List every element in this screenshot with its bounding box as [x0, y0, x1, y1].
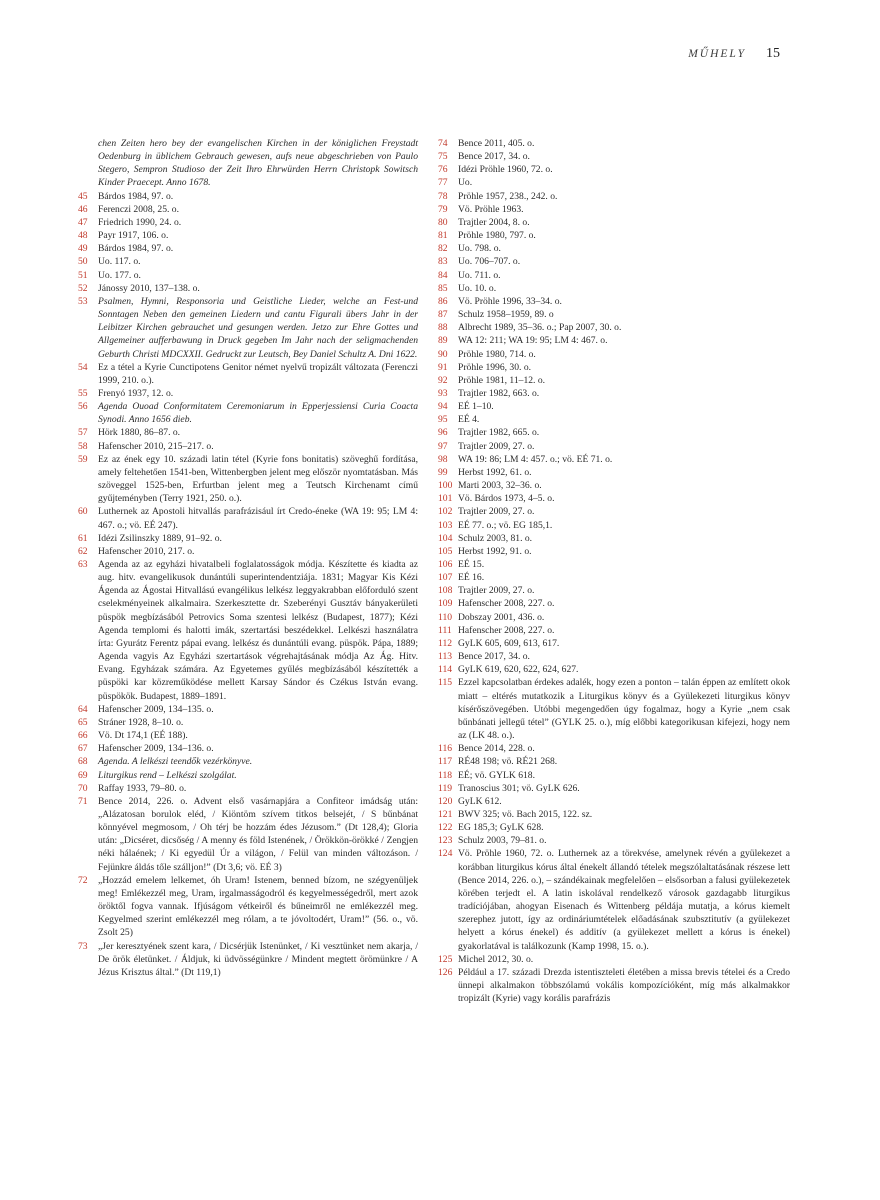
- endnote-number: 126: [438, 966, 453, 978]
- endnote-number: 91: [438, 361, 448, 373]
- endnote-number: 75: [438, 151, 448, 163]
- endnote-text: WA 19: 86; LM 4: 457. o.; vö. EÉ 71. o.: [458, 453, 613, 465]
- endnote-text: „Hozzád emelem lelkemet, óh Uram! Istenem, benned bízom, ne szégyenüljek meg! Emlékezzél meg, Uram, irgalmasságodról és kegyelmességedről, mert azok öröktől fogva vannak. Ifjúságom vétkeiről és bűneimről ne emlékezzél meg. Kegyelmed szerint emlékezzél meg rólam, a te jóvoltodért, Uram!” (56. o., vö. Zsolt 25): [98, 874, 418, 939]
- endnote-number: 107: [438, 572, 453, 584]
- endnote-text: Vö. Pröhle 1963.: [458, 203, 524, 215]
- endnote-number: 67: [78, 743, 88, 755]
- endnote-number: 85: [438, 282, 448, 294]
- endnote: [78, 755, 418, 768]
- endnote: [438, 334, 790, 347]
- endnote-text: Idézi Zsilinszky 1889, 91–92. o.: [98, 532, 222, 544]
- endnote-text: Michel 2012, 30. o.: [458, 953, 534, 965]
- endnote-text: Vö. Bárdos 1973, 4–5. o.: [458, 493, 555, 505]
- endnote: [438, 558, 790, 571]
- endnote: [438, 637, 790, 650]
- endnote: [78, 729, 418, 742]
- endnote-text: Pröhle 1996, 30. o.: [458, 361, 532, 373]
- endnote-text: EÉ 4.: [458, 414, 480, 426]
- endnote-text: Uo. 798. o.: [458, 243, 501, 255]
- endnote: [438, 400, 790, 413]
- endnote-number: 86: [438, 295, 448, 307]
- endnote: [438, 624, 790, 637]
- endnote: [438, 769, 790, 782]
- endnote-number: 96: [438, 427, 448, 439]
- endnote: [78, 532, 418, 545]
- endnote-text: Agenda. A lelkészi teendők vezérkönyve.: [98, 756, 253, 768]
- endnote-text: GyLK 619, 620, 622, 624, 627.: [458, 664, 579, 676]
- endnote-number: 101: [438, 493, 453, 505]
- left-notes-column: [78, 137, 418, 979]
- endnote: [438, 492, 790, 505]
- endnote: [438, 532, 790, 545]
- endnote-text: Tranoscius 301; vö. GyLK 626.: [458, 782, 580, 794]
- endnote: [78, 558, 418, 703]
- endnote: [438, 571, 790, 584]
- endnote-number: 106: [438, 559, 453, 570]
- endnote-number: 121: [438, 808, 453, 820]
- endnote-number: 122: [438, 822, 453, 834]
- endnote: [438, 176, 790, 189]
- endnote-text: Idézi Pröhle 1960, 72. o.: [458, 164, 553, 176]
- endnote-text: Hafenscher 2009, 134–136. o.: [98, 743, 214, 755]
- endnote: [438, 466, 790, 479]
- endnote-number: 56: [78, 401, 88, 413]
- endnote-number: 77: [438, 177, 448, 189]
- endnote-text: Bence 2014, 228. o.: [458, 743, 535, 755]
- endnote-text: Hafenscher 2009, 134–135. o.: [98, 703, 214, 715]
- endnote-number: 118: [438, 769, 453, 781]
- endnote: [438, 242, 790, 255]
- endnote-text: Trajtler 2009, 27. o.: [458, 506, 535, 518]
- endnote-number: 68: [78, 756, 88, 768]
- endnote: [438, 137, 790, 150]
- endnote-number: 63: [78, 559, 88, 570]
- endnote-text: Uo. 117. o.: [98, 256, 141, 268]
- endnote: [438, 216, 790, 229]
- endnote-number: 73: [78, 940, 88, 952]
- endnote-text: Uo. 706–707. o.: [458, 256, 521, 268]
- endnote: [78, 229, 418, 242]
- endnote: [438, 676, 790, 742]
- endnote-text: Uo. 177. o.: [98, 269, 141, 281]
- endnote-number: 90: [438, 348, 448, 360]
- endnote-number: 53: [78, 295, 88, 307]
- endnote-number: 70: [78, 782, 88, 794]
- endnote: [78, 190, 418, 203]
- endnote: [78, 782, 418, 795]
- endnote-text: Uo. 10. o.: [458, 282, 497, 294]
- endnote: [438, 611, 790, 624]
- endnote-number: 55: [78, 387, 88, 399]
- endnote-number: 48: [78, 230, 88, 242]
- endnote: [438, 505, 790, 518]
- endnote-text: Hörk 1880, 86–87. o.: [98, 427, 181, 439]
- endnote-number: 92: [438, 374, 448, 386]
- endnote: [438, 597, 790, 610]
- endnote-text: EÉ; vö. GYLK 618.: [458, 769, 536, 781]
- endnote-text: Schulz 1958–1959, 89. o: [458, 309, 554, 321]
- endnote-text: Friedrich 1990, 24. o.: [98, 216, 182, 228]
- endnote-number: 112: [438, 637, 453, 649]
- endnote-number: 47: [78, 216, 88, 228]
- endnote: [438, 519, 790, 532]
- endnote-text: Hafenscher 2008, 227. o.: [458, 624, 555, 636]
- endnote-text: Trajtler 1982, 665. o.: [458, 427, 540, 439]
- section-title: MŰHELY: [688, 48, 746, 60]
- endnote: [438, 847, 790, 952]
- endnote-number: 113: [438, 651, 453, 663]
- endnote: [78, 295, 418, 361]
- endnote-text: chen Zeiten hero bey der evangelischen Kirchen in der königlichen Freystadt Oedenburg in üblichem Gebrauch gewesen, aufs neue abgeschrieben von Paulo Stegero, Sempron Studioso der Zeit Ihro Ehrwürden Herrn Christopk Sowitsch Kinder Praecept. Anno 1678.: [98, 138, 418, 189]
- endnote-number: 120: [438, 795, 453, 807]
- endnote-number: 110: [438, 611, 453, 623]
- endnote-text: „Jer keresztyének szent kara, / Dicsérjük Istenünket, / Ki vesztünket nem akarja, / De örök életünket. / Áldjuk, ki üdvösségünkre / Mindent megtett örömünkre / A Jézus Krisztus által.” (Dt 119,1): [98, 940, 418, 978]
- endnote-number: 58: [78, 440, 88, 452]
- endnote-text: WA 12: 211; WA 19: 95; LM 4: 467. o.: [458, 335, 608, 347]
- endnote-text: Vö. Pröhle 1996, 33–34. o.: [458, 295, 562, 307]
- endnote-number: 109: [438, 598, 453, 610]
- endnote-number: 72: [78, 874, 88, 886]
- endnote-text: Trajtler 2004, 8. o.: [458, 216, 530, 228]
- endnote-number: 87: [438, 309, 448, 321]
- endnote-text: Agenda Ouoad Conformitatem Ceremoniarum in Epperjessiensi Curia Coacta Synodi. Anno 1656 dieb.: [98, 401, 418, 426]
- endnote-text: Pröhle 1957, 238., 242. o.: [458, 190, 558, 202]
- endnote-text: Vö. Dt 174,1 (EÉ 188).: [98, 730, 188, 742]
- endnote-number: 49: [78, 243, 88, 255]
- endnote: [438, 584, 790, 597]
- endnote-text: Trajtler 2009, 27. o.: [458, 585, 535, 597]
- endnote: [438, 321, 790, 334]
- endnote: [78, 505, 418, 531]
- endnote: [78, 216, 418, 229]
- endnote-number: 71: [78, 795, 88, 807]
- endnote-text: Stráner 1928, 8–10. o.: [98, 716, 184, 728]
- endnote-text: Frenyó 1937, 12. o.: [98, 387, 174, 399]
- endnote: [78, 742, 418, 755]
- endnote-text: Hafenscher 2010, 217. o.: [98, 545, 195, 557]
- endnote: [438, 203, 790, 216]
- endnote: [78, 426, 418, 439]
- endnote: [438, 834, 790, 847]
- endnote-number: 105: [438, 545, 453, 557]
- endnote-text: Ferenczi 2008, 25. o.: [98, 203, 179, 215]
- endnote-text: Raffay 1933, 79–80. o.: [98, 782, 187, 794]
- endnote: [438, 808, 790, 821]
- endnote: [78, 795, 418, 874]
- endnote-number: 115: [438, 677, 453, 689]
- endnote-number: 93: [438, 387, 448, 399]
- endnote: [78, 203, 418, 216]
- endnote-number: 99: [438, 466, 448, 478]
- endnote: [78, 940, 418, 979]
- endnote-text: Luthernek az Apostoli hitvallás parafrázisául írt Credo-éneke (WA 19: 95; LM 4: 467. o.; vö. EÉ 247).: [98, 506, 418, 531]
- endnote-text: Payr 1917, 106. o.: [98, 230, 169, 242]
- endnote-text: Uo.: [458, 177, 473, 189]
- endnote: [438, 453, 790, 466]
- endnote: [78, 269, 418, 282]
- endnote-number: 117: [438, 756, 453, 768]
- endnote-text: Liturgikus rend – Lelkészi szolgálat.: [98, 769, 237, 781]
- endnote-number: 81: [438, 230, 448, 242]
- endnote: [78, 716, 418, 729]
- endnote-number: 88: [438, 322, 448, 334]
- endnote-number: 84: [438, 269, 448, 281]
- endnote-text: EÉ 1–10.: [458, 401, 494, 413]
- endnote-text: GyLK 612.: [458, 795, 502, 807]
- endnote-number: 52: [78, 282, 88, 294]
- endnote-number: 95: [438, 414, 448, 426]
- endnote-text: BWV 325; vö. Bach 2015, 122. sz.: [458, 808, 593, 820]
- endnote-text: Psalmen, Hymni, Responsoria und Geistliche Lieder, welche an Fest-und Sonntagen Neben den gemeinen Liedern und cantu Figurali übers Jahr in der Leibitzer Kirchen gebrauchet und gesungen werden. Jetzo zur Ehre Gottes und Allgemeiner aufferbawung in Druck gegeben Im Jahr nach der seligmachenden Geburth Christi MDCXXII. Gedruckt zur Leutsch, Bey Daniel Schultz A. Dni 1622.: [98, 295, 418, 360]
- endnote: [438, 269, 790, 282]
- endnote-text: Ez az ének egy 10. századi latin tétel (Kyrie fons bonitatis) szöveghű fordítása, amely feltehetően 1541-ben, Wittenbergben jelent meg először nyomtatásban. Más szöveggel 1525-ben, Erfurtban jelent meg a Teutsch Kirchenamt című gyűjteményben (Terry 1921, 250. o.).: [98, 453, 418, 505]
- endnote-text: Hafenscher 2008, 227. o.: [458, 598, 555, 610]
- endnote-text: Herbst 1992, 91. o.: [458, 545, 532, 557]
- endnote-number: 114: [438, 664, 453, 676]
- endnote-text: EÉ 15.: [458, 559, 485, 570]
- endnote: [438, 229, 790, 242]
- endnote-number: 108: [438, 585, 453, 597]
- endnote: [78, 387, 418, 400]
- endnote: [438, 953, 790, 966]
- endnote-text: Bence 2017, 34. o.: [458, 151, 530, 163]
- endnote: [438, 190, 790, 203]
- endnote: [438, 163, 790, 176]
- endnote-number: 111: [438, 624, 452, 636]
- endnote: [438, 361, 790, 374]
- endnote-text: GyLK 605, 609, 613, 617.: [458, 637, 560, 649]
- endnote-text: Dobszay 2001, 436. o.: [458, 611, 545, 623]
- endnote: [438, 308, 790, 321]
- endnote-number: 123: [438, 835, 453, 847]
- endnote-number: 51: [78, 269, 88, 281]
- endnote-number: 94: [438, 401, 448, 413]
- endnote-number: 69: [78, 769, 88, 781]
- endnote: [438, 545, 790, 558]
- endnote: [438, 795, 790, 808]
- endnote-number: 98: [438, 453, 448, 465]
- endnote-number: 80: [438, 216, 448, 228]
- endnote-text: Uo. 711. o.: [458, 269, 501, 281]
- endnote: [78, 453, 418, 506]
- endnote-text: RÉ48 198; vö. RÉ21 268.: [458, 756, 558, 768]
- endnote: [78, 137, 418, 190]
- endnote-text: Bence 2017, 34. o.: [458, 651, 530, 663]
- endnote-text: EG 185,3; GyLK 628.: [458, 822, 544, 834]
- endnote-number: 64: [78, 703, 88, 715]
- endnote-text: Herbst 1992, 61. o.: [458, 466, 532, 478]
- endnote: [78, 282, 418, 295]
- endnote-number: 103: [438, 519, 453, 531]
- endnote-text: EÉ 77. o.; vö. EG 185,1.: [458, 519, 553, 531]
- endnote-number: 102: [438, 506, 453, 518]
- endnote: [438, 782, 790, 795]
- endnote: [438, 255, 790, 268]
- endnote-number: 116: [438, 743, 453, 755]
- endnote: [438, 663, 790, 676]
- endnote: [438, 440, 790, 453]
- endnote: [78, 242, 418, 255]
- endnote: [78, 703, 418, 716]
- endnote-text: Pröhle 1980, 797. o.: [458, 230, 536, 242]
- endnote: [78, 545, 418, 558]
- endnote-number: 76: [438, 164, 448, 176]
- endnote-text: Jánossy 2010, 137–138. o.: [98, 282, 200, 294]
- endnote-text: Hafenscher 2010, 215–217. o.: [98, 440, 214, 452]
- endnote-number: 60: [78, 506, 88, 518]
- endnote-text: Albrecht 1989, 35–36. o.; Pap 2007, 30. o.: [458, 322, 622, 334]
- endnote: [438, 650, 790, 663]
- endnote: [438, 821, 790, 834]
- endnote: [438, 387, 790, 400]
- endnote-text: Trajtler 1982, 663. o.: [458, 387, 540, 399]
- endnote: [438, 742, 790, 755]
- endnote: [78, 400, 418, 426]
- endnote-number: 45: [78, 190, 88, 202]
- endnote-text: Trajtler 2009, 27. o.: [458, 440, 535, 452]
- endnote-number: 125: [438, 953, 453, 965]
- endnote-number: 89: [438, 335, 448, 347]
- endnote-text: Schulz 2003, 79–81. o.: [458, 835, 547, 847]
- endnote-text: Ezzel kapcsolatban érdekes adalék, hogy ezen a ponton – talán éppen az említett okok miatt – eltérés mutatkozik a Liturgikus könyv és a Gyülekezeti liturgikus könyv kísérőszövegében. Utóbbi megengedően úgy fogalmaz, hogy a Kyrie „nem csak bűnbánati jellegű tétel” (GYLK 25. o.), míg előbbi kategorikusan kifejezi, hogy nem az (LK 48. o.).: [458, 677, 790, 742]
- endnote-number: 59: [78, 453, 88, 465]
- right-notes-column: [438, 137, 790, 1005]
- endnote-text: Agenda az az egyházi hivatalbeli foglalatosságok módja. Készítette és kiadta az aug. hitv. evangelikusok dunántúli superintendentziája. 1831; Magyar Kis Kézi Ágenda az Ágostai Hitvallású evangélikus lelkész leggyakrabban előforduló szent cselekményeinek alkalmaira. Szerkesztette dr. Szeberényi Gusztáv bányakerületi püspök megbízásából Petrovics Soma szentesi lelkész (Budapest, 1877); Kézi Agenda templomi és halotti imák, szertartási beszédekkel. Lelkészi használatra írta: Gyurátz Ferentz pápai evang. lelkész és dunántúli evang. püspök. Pápa, 1889; Agenda vagyis Az Egyházi szertartások végrehajtásának módja Az Ág. Hitv. Evang. Egyházak számára. Az Egyetemes gyűlés megbízásából készítették a püspöki kar közreműködése mellett Karsay Sándor és Czékus István evang. püspökök. Budapest, 1889–1891.: [98, 559, 418, 702]
- endnote-number: 104: [438, 532, 453, 544]
- endnote-number: 82: [438, 243, 448, 255]
- endnote: [438, 479, 790, 492]
- endnote-number: 62: [78, 545, 88, 557]
- endnote-text: Pröhle 1981, 11–12. o.: [458, 374, 546, 386]
- endnote-text: Bárdos 1984, 97. o.: [98, 243, 174, 255]
- endnote-number: 65: [78, 716, 88, 728]
- endnote-number: 50: [78, 256, 88, 268]
- endnote-text: Bence 2011, 405. o.: [458, 138, 535, 149]
- endnote-number: 83: [438, 256, 448, 268]
- endnote-number: 97: [438, 440, 448, 452]
- endnote: [438, 413, 790, 426]
- endnote-number: 79: [438, 203, 448, 215]
- endnote: [438, 426, 790, 439]
- endnote-text: Bárdos 1984, 97. o.: [98, 190, 174, 202]
- endnote: [438, 295, 790, 308]
- endnote-text: Például a 17. századi Drezda istentiszteleti életében a missa brevis tételei és a Credo ünnepi alkalmakon többszólamú vokális kompozícióként, míg más alkalmakkor tropizált (Kyrie) vagy korális parafrázis: [458, 966, 790, 1005]
- endnote: [438, 150, 790, 163]
- endnote-number: 119: [438, 782, 453, 794]
- endnote: [438, 374, 790, 387]
- endnote-number: 66: [78, 730, 88, 742]
- endnote-number: 100: [438, 480, 453, 492]
- endnote-text: Bence 2014, 226. o. Advent első vasárnapjára a Confiteor imádság után: „Alázatosan borulok eléd, / Kiöntöm szívem titkos belsejét, / S bűnbánat könnyével megmosom, / Oh térj be hozzám édes Jézusom.” (Dt 128,4); Gloria után: „Dicséret, dicsőség / A menny és föld Istenének, / Örökkön-örökké / Zengjen néki hálaének; / Ki egyedül Úr a világon, / Felül van minden változáson. / Fejünkre áldás tőle szálljon!” (Dt 3,6; vö. EÉ 3): [98, 795, 418, 873]
- endnote: [438, 282, 790, 295]
- endnote-number: 54: [78, 361, 88, 373]
- endnote-number: 61: [78, 532, 88, 544]
- endnote-text: Pröhle 1980, 714. o.: [458, 348, 536, 360]
- endnote: [78, 440, 418, 453]
- endnote-text: Ez a tétel a Kyrie Cunctipotens Genitor német nyelvű tropizált változata (Ferenczi 1999, 210. o.).: [98, 361, 418, 386]
- endnote-number: 78: [438, 190, 448, 202]
- endnote-text: Vö. Pröhle 1960, 72. o. Luthernek az a törekvése, amelynek révén a gyülekezet a korábban liturgikus kórus által énekelt állandó tételek megszólaltatásának részese lett (Bence 2014, 226. o.), – szándékainak megfelelően – elsősorban a falusi gyülekezetek körében terjedt el. A latin iskolával rendelkező városok gazdagabb liturgikus tradíciójában, ahogyan Eisenach és Wittenberg példája mutatja, a kórus kiemelt szerephez jutott, így az ordináriumtételek előadásának szubsztitutív (a gyülekezet helyett a kórus énekel) és additív (a gyülekezet mellett a kórus is énekel) gyakorlatával is találkozunk (Kamp 1998, 15. o.).: [458, 848, 790, 952]
- endnote-text: Schulz 2003, 81. o.: [458, 532, 533, 544]
- running-header: [688, 46, 780, 62]
- endnote-text: Marti 2003, 32–36. o.: [458, 480, 542, 492]
- endnote: [438, 966, 790, 1005]
- endnote: [438, 755, 790, 768]
- endnote: [78, 769, 418, 782]
- endnote-number: 46: [78, 203, 88, 215]
- endnote-number: 74: [438, 138, 448, 149]
- endnote: [78, 874, 418, 940]
- endnote: [78, 361, 418, 387]
- endnote-text: EÉ 16.: [458, 572, 485, 584]
- endnote-number: 57: [78, 427, 88, 439]
- endnote: [438, 348, 790, 361]
- endnote: [78, 255, 418, 268]
- endnote-number: 124: [438, 848, 453, 860]
- page-number: 15: [766, 46, 780, 61]
